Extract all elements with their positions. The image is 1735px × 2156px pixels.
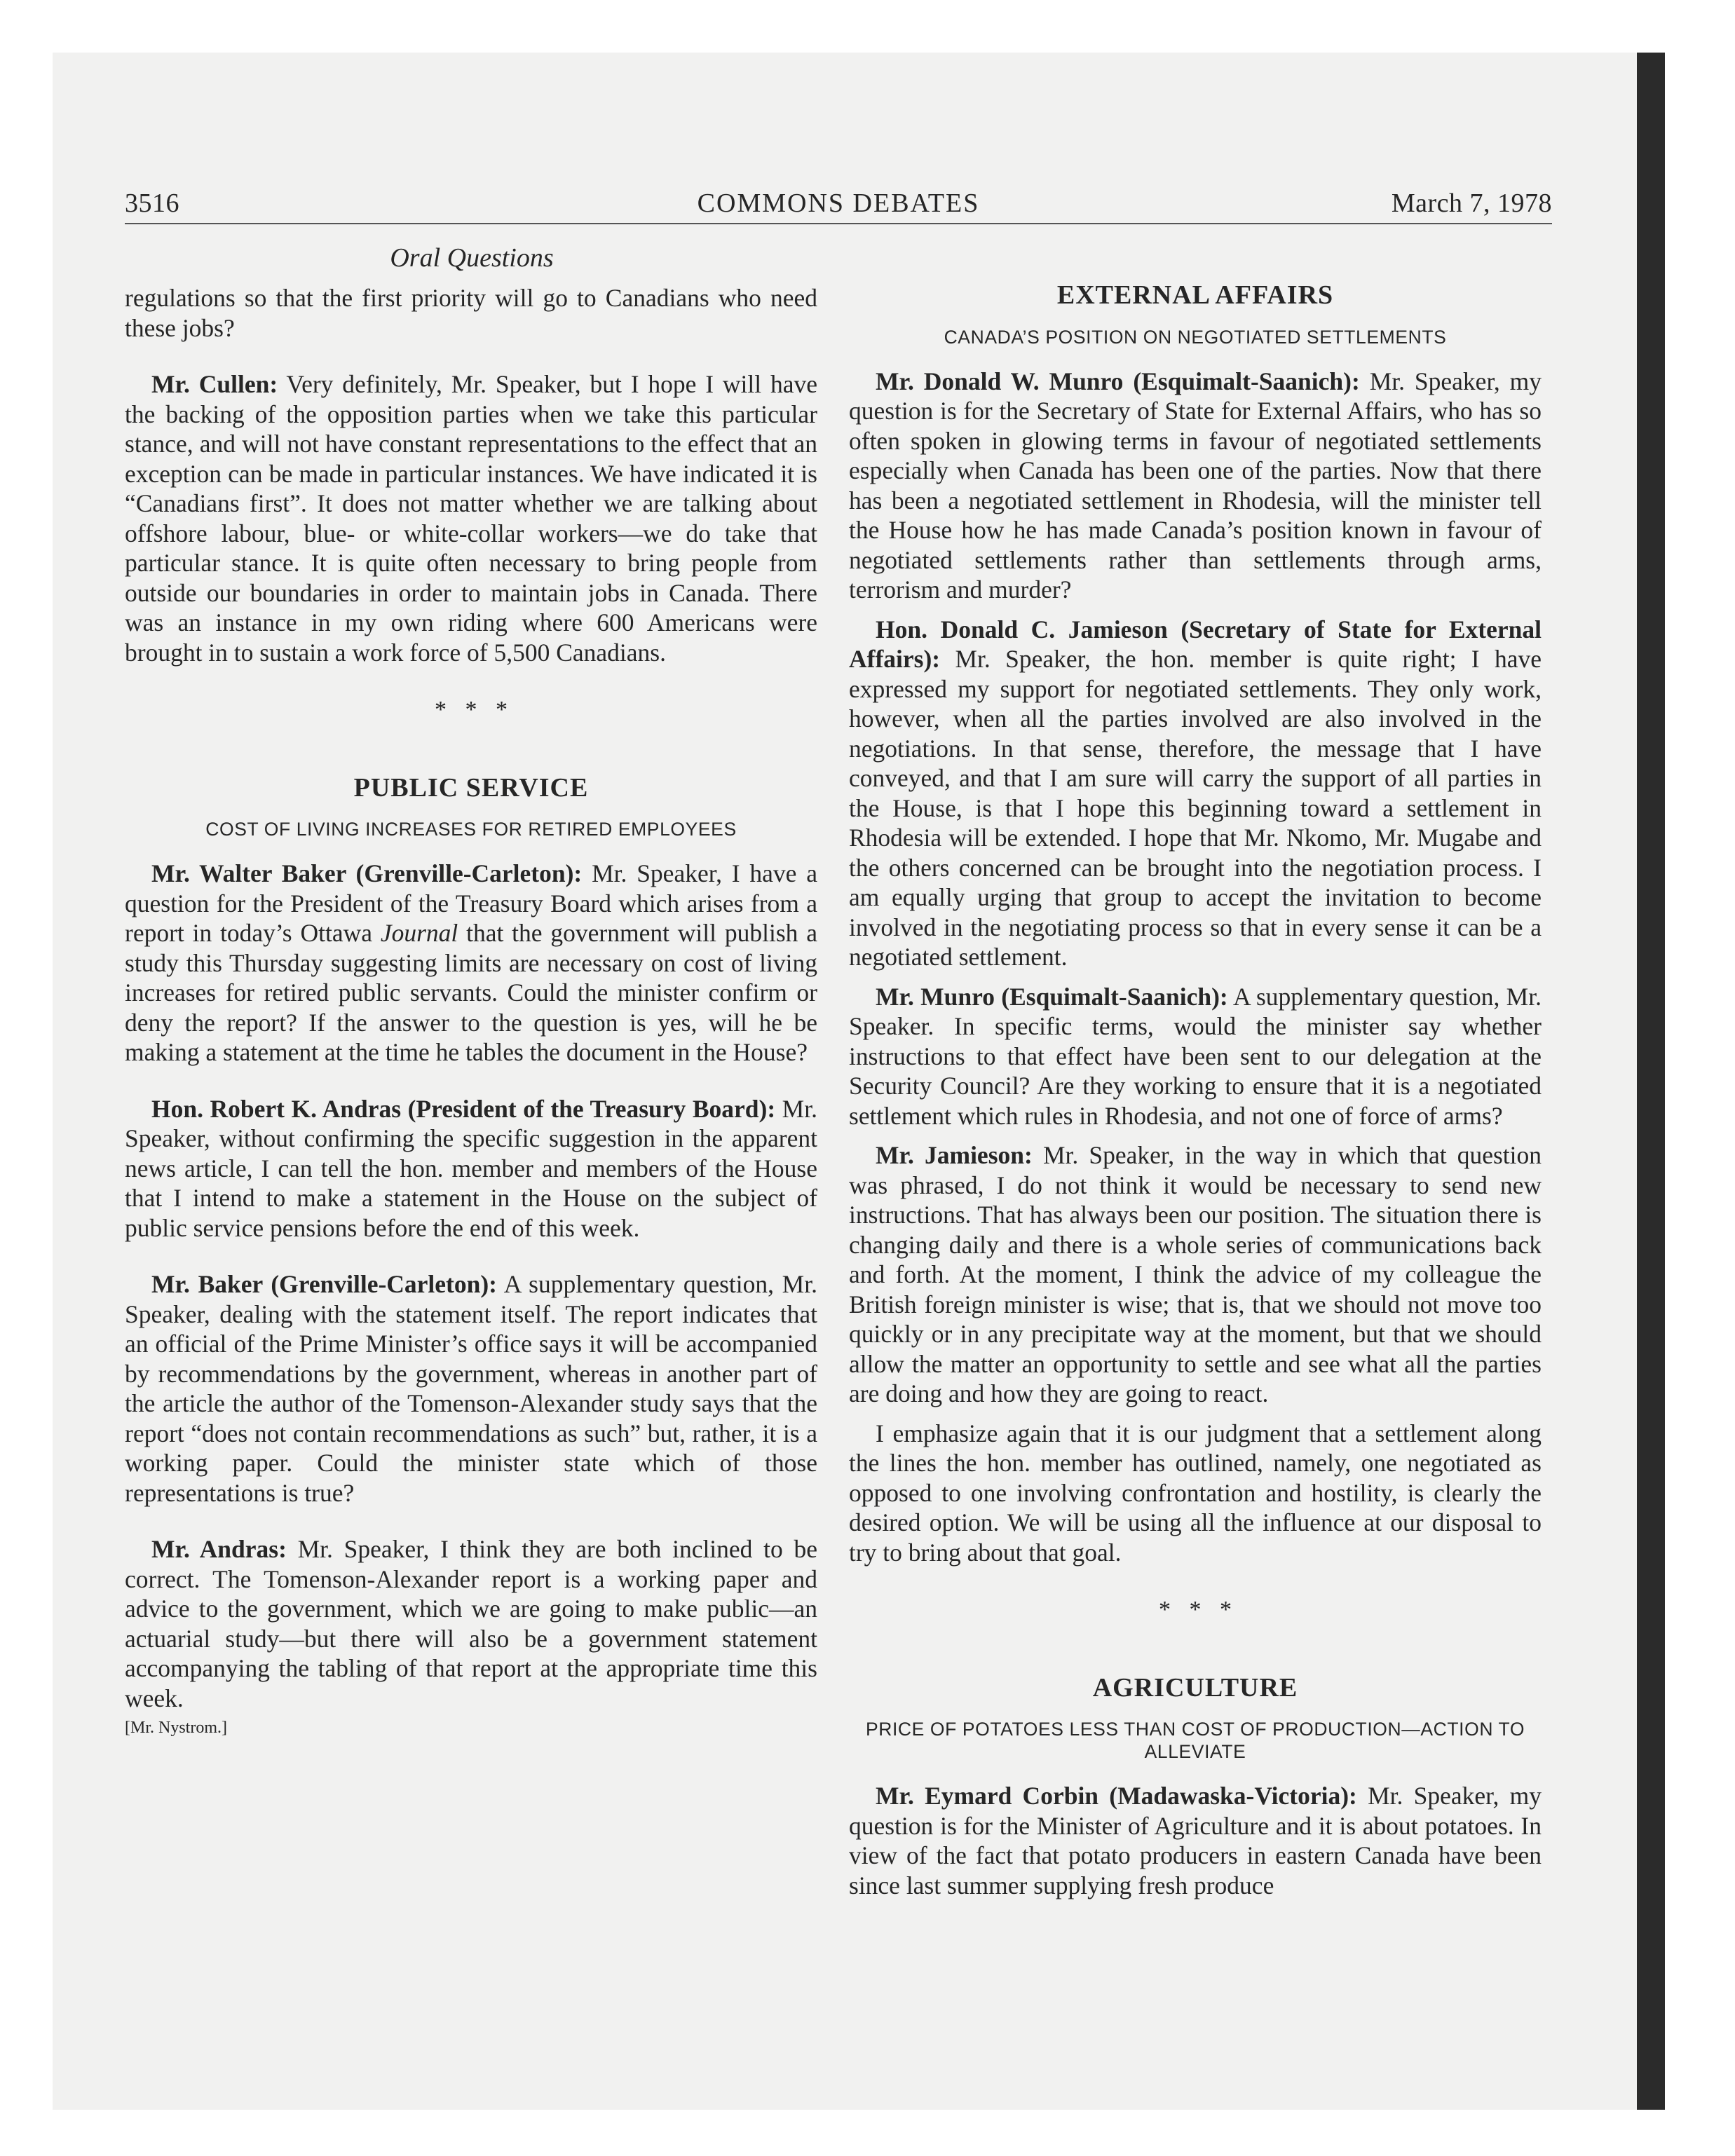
paragraph-text: Mr. Speaker, my question is for the Secretary of State for External Affairs, who has so often spoken in glowing terms in favour of negotiated settlements especially when Canada has been one of the parties. Now that there has been a negotiated settlement in Rhodesia, will the minister tell the House how he has made Canada’s position known in favour of negotiated settlements rather than settlements through arms, terrorism and murder? [849, 367, 1542, 603]
paragraph-text: Mr. Speaker, the hon. member is quite right; I have expressed my support for negotiated settlements. They only work, however, when all the parties involved are also involved in the negotiations. In that sense, therefore, the message that I have conveyed, and that I am sure will carry the support of all parties in the House, is that I hope this beginning toward a settlement in Rhodesia will be extended. I hope that Mr. Nkomo, Mr. Mugabe and the others concerned can be brought into the negotiation process. I am equally urging that group to accept the invitation to become involved in the negotiating process so that in every sense it can be a negotiated settlement. [849, 645, 1542, 971]
section-heading: EXTERNAL AFFAIRS [1056, 280, 1334, 310]
paragraph-text: Very definitely, Mr. Speaker, but I hope I will have the backing of the opposition parties when we take this particular stance, and will not have constant representations to the effect that an exception can be made in particular instances. We have indicated it is “Canadians first”. It does not matter whether we are talking about offshore labour, blue- or white-collar workers—we do take that particular stance. It is quite often necessary to bring people from outside our boundaries in order to maintain jobs in Canada. There was an instance in my own riding where 600 Americans were brought in to sustain a work force of 5,500 Canadians. [125, 370, 818, 667]
section-separator: * * * [435, 697, 508, 723]
section-subheading: PRICE OF POTATOES LESS THAN COST OF PRODUCTION—ACTION TO ALLEVIATE [865, 1719, 1525, 1762]
speaker-name: Mr. Donald W. Munro (Esquimalt-Saanich): [876, 367, 1360, 395]
publication-title: Journal [380, 919, 458, 947]
speaker-name: Mr. Jamieson: [876, 1141, 1033, 1169]
paragraph-text: that the government will publish a study this Thursday suggesting limits are necessary on cost of living increases for retired public servants. Could the minister confirm or deny the report? If the answer to the question is yes, will he be making a statement at the time he tables the document in the House? [125, 919, 817, 1066]
paragraph [125, 1269, 817, 1508]
header-rule [125, 223, 1552, 224]
paragraph [849, 1781, 1542, 1900]
right-column [849, 280, 1542, 1900]
paragraph-text: Mr. Speaker, without confirming the specific suggestion in the apparent news article, I can tell the hon. member and members of the House that I intend to make a statement in the House on the subject of public service pensions before the end of this week. [125, 1094, 817, 1242]
speaker-name: Mr. Eymard Corbin (Madawaska-Victoria): [876, 1782, 1357, 1810]
paragraph [125, 369, 817, 667]
section-separator: * * * [1159, 1597, 1232, 1623]
page-number: 3516 [125, 189, 179, 218]
scan-edge-shadow [1637, 53, 1665, 2110]
speaker-name: Mr. Baker (Grenville-Carleton): [151, 1270, 498, 1298]
paragraph [125, 1534, 817, 1713]
paragraph: I emphasize again that it is our judgment that a settlement along the lines the hon. member has outlined, namely, one negotiated as opposed to one involving confrontation and hostility, is clearly the desired option. We will be using all the influence at our disposal to try to bring about that goal. [849, 1419, 1542, 1567]
paragraph [849, 615, 1542, 972]
paragraph-text: Mr. Speaker, my question is for the Minister of Agriculture and it is about potatoes. In view of the fact that potato producers in eastern Canada have been since last summer supplying fresh produce [849, 1782, 1542, 1899]
paragraph [849, 1140, 1542, 1409]
speaker-attribution: [Mr. Nystrom.] [125, 1719, 227, 1737]
paragraph-text: Mr. Speaker, I think they are both inclined to be correct. The Tomenson-Alexander report is a working paper and advice to the government, which we are going to make public—an actuarial study—but there will also be a government statement accompanying the tabling of that report at the appropriate time this week. [125, 1535, 817, 1712]
paragraph-text: A supplementary question, Mr. Speaker, dealing with the statement itself. The report indicates that an official of the Prime Minister’s office says it will be accompanied by recommendations by the government, whereas in another part of the article the author of the Tomenson-Alexander study says that the report “does not contain recommendations as such” but, rather, it is a working paper. Could the minister state which of those representations is true? [125, 1270, 817, 1507]
paragraph-text: A supplementary question, Mr. Speaker. In specific terms, would the minister say whether instructions to that effect have been sent to our delegation at the Security Council? Are they working to ensure that it is a negotiated settlement which rules in Rhodesia, and not one of force of arms? [849, 982, 1542, 1130]
paragraph [125, 859, 817, 1067]
section-subheading: CANADA’S POSITION ON NEGOTIATED SETTLEMENTS [944, 326, 1447, 348]
paragraph [849, 982, 1542, 1131]
header-date: March 7, 1978 [1391, 189, 1552, 218]
section-label: Oral Questions [390, 243, 554, 273]
speaker-name: Mr. Andras: [151, 1535, 287, 1563]
paragraph [849, 367, 1542, 605]
speaker-name: Mr. Walter Baker (Grenville-Carleton): [151, 859, 583, 887]
speaker-name: Hon. Donald C. Jamieson (Secretary of State for External Affairs): [849, 615, 1542, 673]
speaker-name: Hon. Robert K. Andras (President of the Treasury Board): [151, 1094, 776, 1123]
running-head: COMMONS DEBATES [697, 189, 980, 218]
paragraph-text: Mr. Speaker, in the way in which that question was phrased, I do not think it would be necessary to send new instructions. That has always been our position. The situation there is changing daily and there is a whole series of communications back and forth. At the moment, I think the advice of my colleague the British foreign minister is wise; that is, that we should not move too quickly or in any precipitate way at the moment, but that we should allow the matter an opportunity to settle and see what all the parties are doing and how they are going to react. [849, 1141, 1542, 1407]
section-subheading: COST OF LIVING INCREASES FOR RETIRED EMPLOYEES [205, 819, 737, 840]
paragraph: regulations so that the first priority will go to Canadians who need these jobs? [125, 284, 817, 342]
paragraph [125, 1094, 817, 1243]
section-heading: PUBLIC SERVICE [353, 772, 589, 803]
paragraph-text: Mr. Speaker, I have a question for the President of the Treasury Board which arises from a report in today’s Ottawa [125, 859, 818, 947]
left-column [125, 283, 817, 1743]
speaker-name: Mr. Cullen: [151, 370, 278, 398]
section-heading: AGRICULTURE [1092, 1672, 1298, 1703]
speaker-name: Mr. Munro (Esquimalt-Saanich): [876, 982, 1228, 1011]
